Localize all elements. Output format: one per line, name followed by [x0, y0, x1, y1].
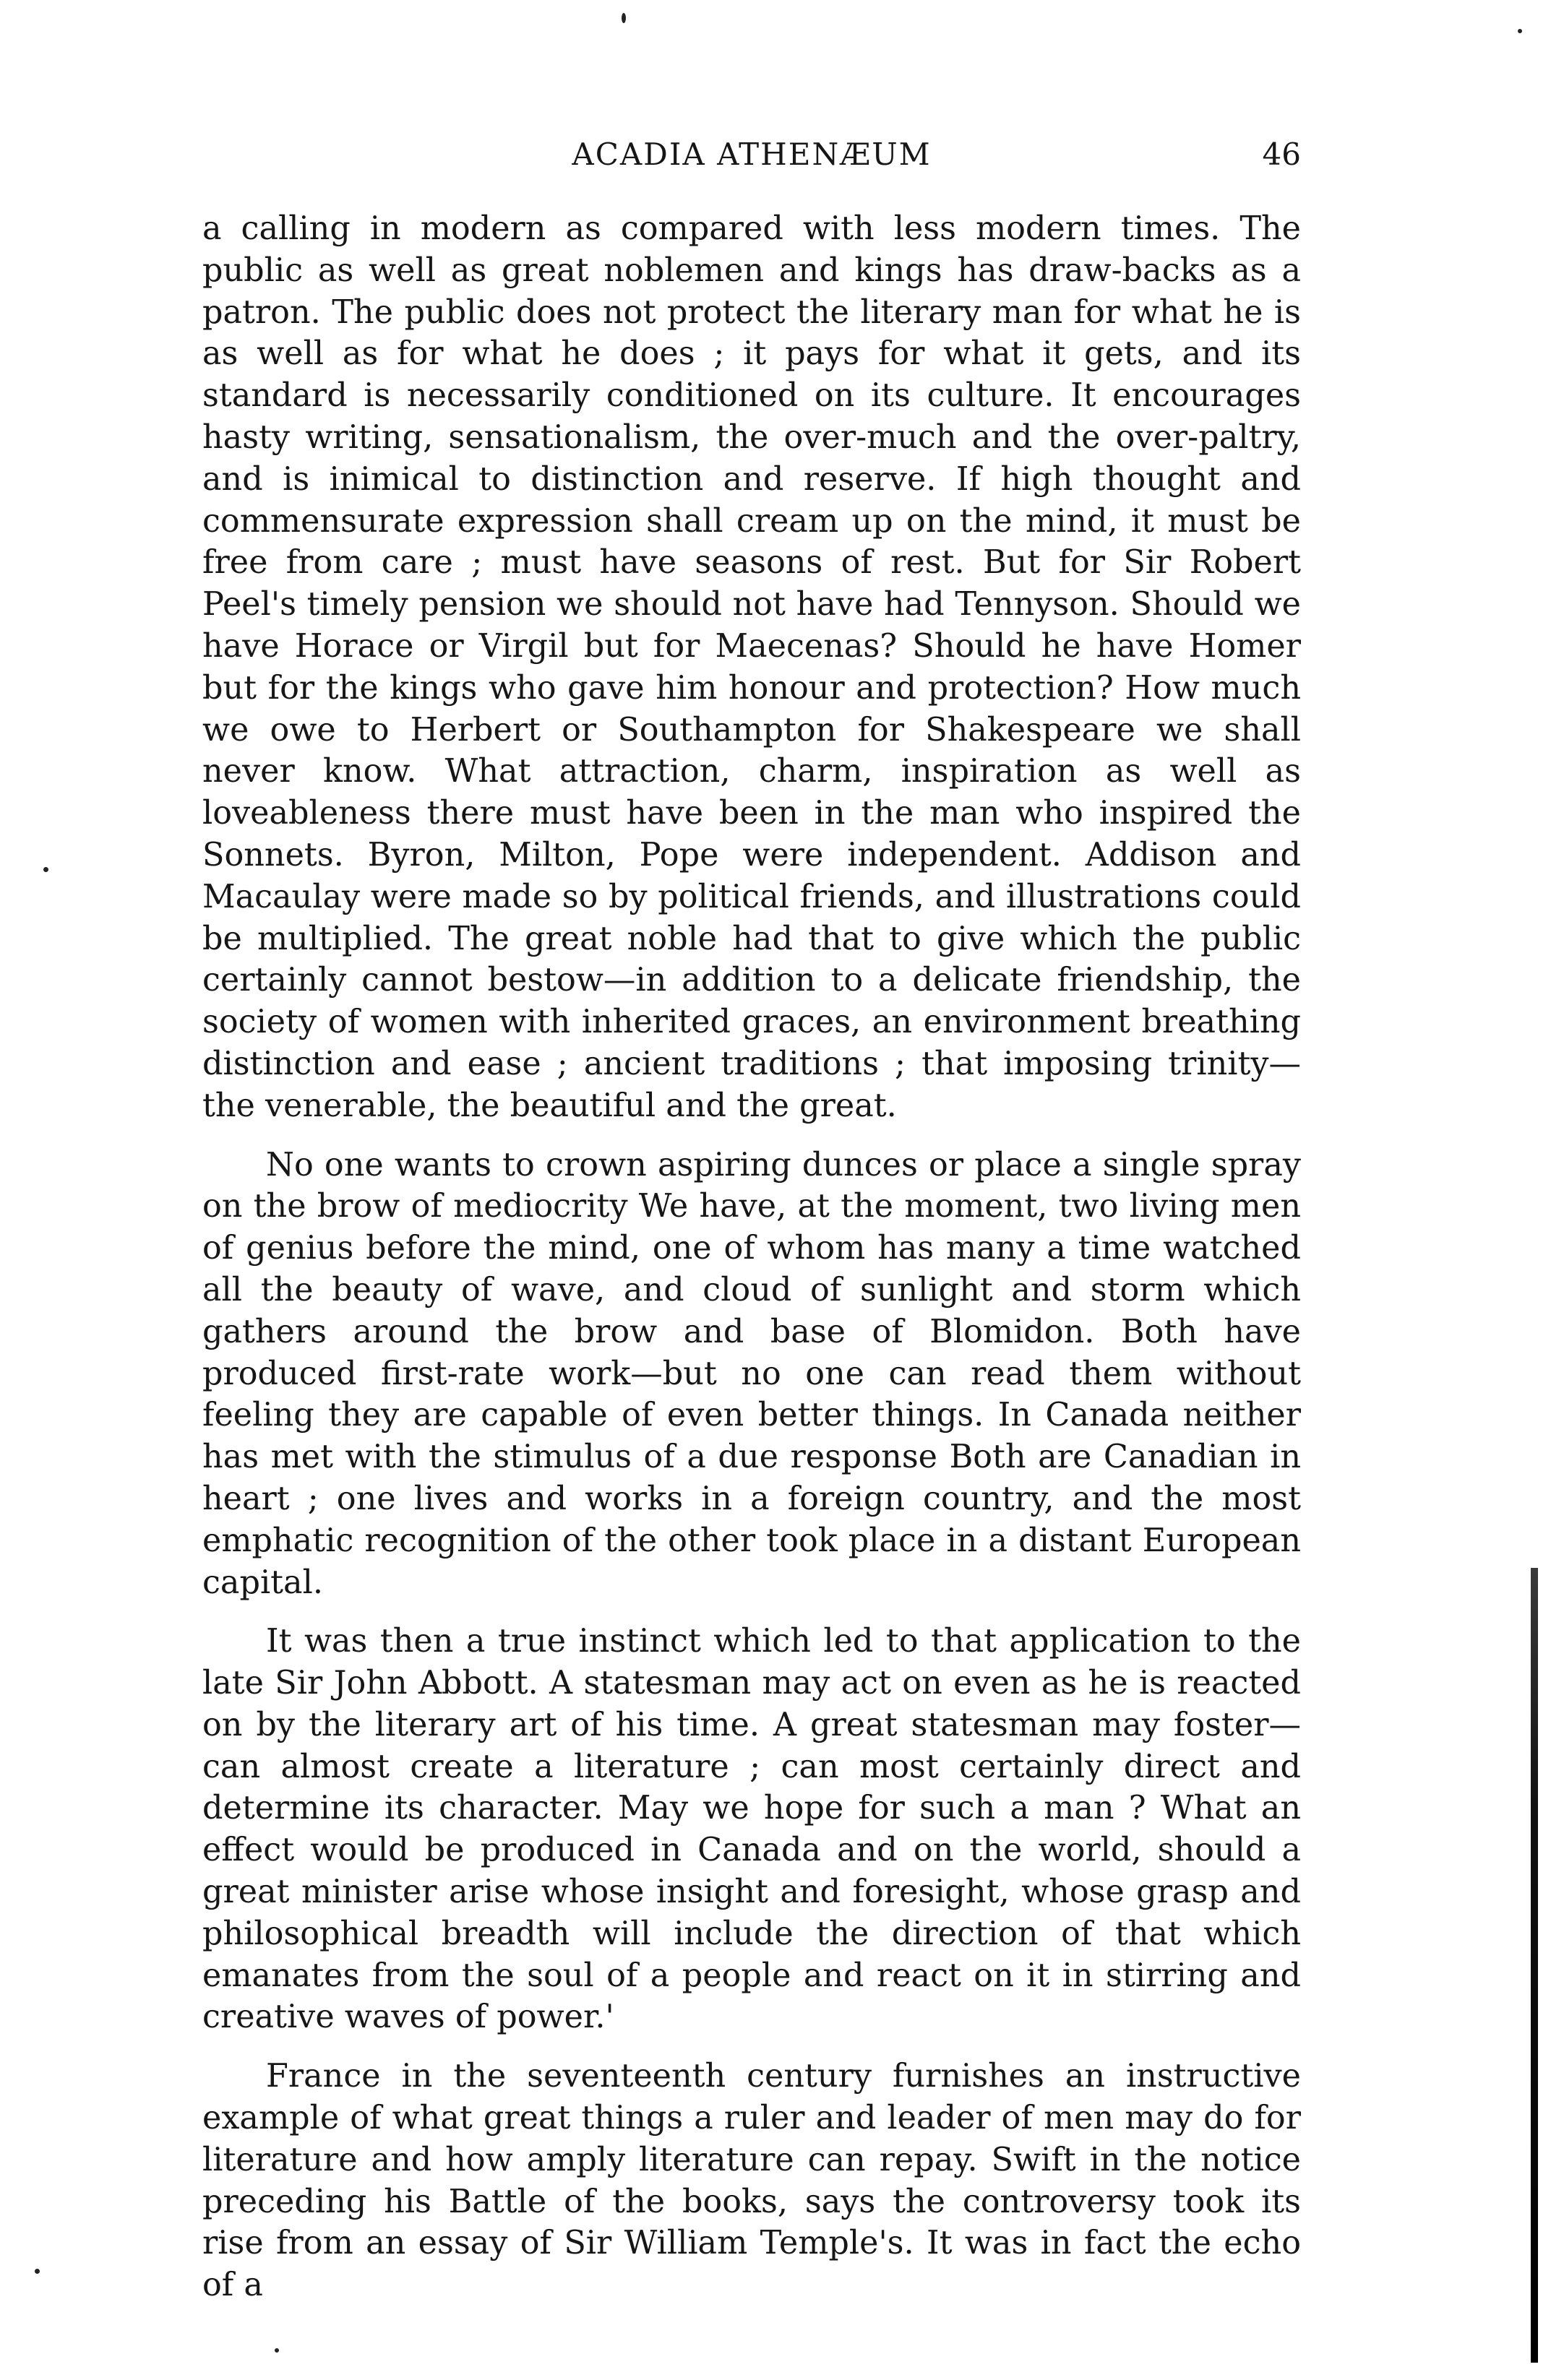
journal-title: ACADIA ATHENÆUM	[572, 137, 932, 172]
paragraph-4: France in the seventeenth century furnishes an instructive example of what great things a ruler and leader of men may do for literature and how amply literature can repay. Swift in the notice preceding his Battle of the books, says the controversy took its rise from an essay of Sir William Temple's. It was in fact the echo of a	[202, 2058, 1301, 2304]
scan-speck	[43, 867, 48, 872]
scan-edge-shadow	[1531, 1568, 1538, 2363]
paragraph-2: No one wants to crown aspiring dunces or place a single spray on the brow of mediocrity We have, at the moment, two living men of genius before the mind, one of whom has many a time watched all the beauty of wave, and cloud of sunlight and storm which gathers around the brow and base of Blomidon. Both have produced first-rate work—but no one can read them without feeling they are capable of even better things. In Canada neither has met with the stimulus of a due response Both are Canadian in heart ; one lives and works in a foreign country, and the most emphatic recognition of the other took place in a distant European capital.	[202, 1146, 1301, 1601]
body-text	[202, 208, 1301, 2306]
running-header	[202, 131, 1301, 178]
scan-speck	[275, 2348, 279, 2353]
paragraph-3: It was then a true instinct which led to that application to the late Sir John Abbott. A statesman may act on even as he is reacted on by the literary art of his time. A great statesman may foster—can almost create a literature ; can most certainly direct and determine its character. May we hope for such a man ? What an effect would be produced in Canada and on the world, should a great minister arise whose insight and foresight, whose grasp and philosophical breadth will include the direction of that which emanates from the soul of a people and react on it in stirring and creative waves of power.'	[202, 1623, 1301, 2036]
page-number: 46	[1262, 137, 1301, 172]
scan-speck	[1518, 29, 1522, 33]
scan-speck	[622, 13, 626, 23]
paragraph-1: a calling in modern as compared with less modern times. The public as well as great noblemen and kings has draw-backs as a patron. The public does not protect the literary man for what he is as well as for what he does ; it pays for what it gets, and its standard is necessarily conditioned on its culture. It encourages hasty writing, sensationalism, the over-much and the over-paltry, and is inimical to distinction and reserve. If high thought and commensurate expression shall cream up on the mind, it must be free from care ; must have seasons of rest. But for Sir Robert Peel's timely pension we should not have had Tennyson. Should we have Horace or Virgil but for Maecenas? Should he have Homer but for the kings who gave him honour and protection? How much we owe to Herbert or Southampton for Shakespeare we shall never know. What attraction, charm, inspiration as well as loveableness there must have been in the man who inspired the Sonnets. Byron, Milton, Pope were independent. Addison and Macaulay were made so by political friends, and illustrations could be multiplied. The great noble had that to give which the public certainly cannot bestow—in addition to a delicate friendship, the society of women with inherited graces, an environment breathing distinction and ease ; ancient traditions ; that imposing trinity—the venerable, the beautiful and the great.	[202, 210, 1301, 1124]
scan-speck	[35, 2269, 40, 2274]
